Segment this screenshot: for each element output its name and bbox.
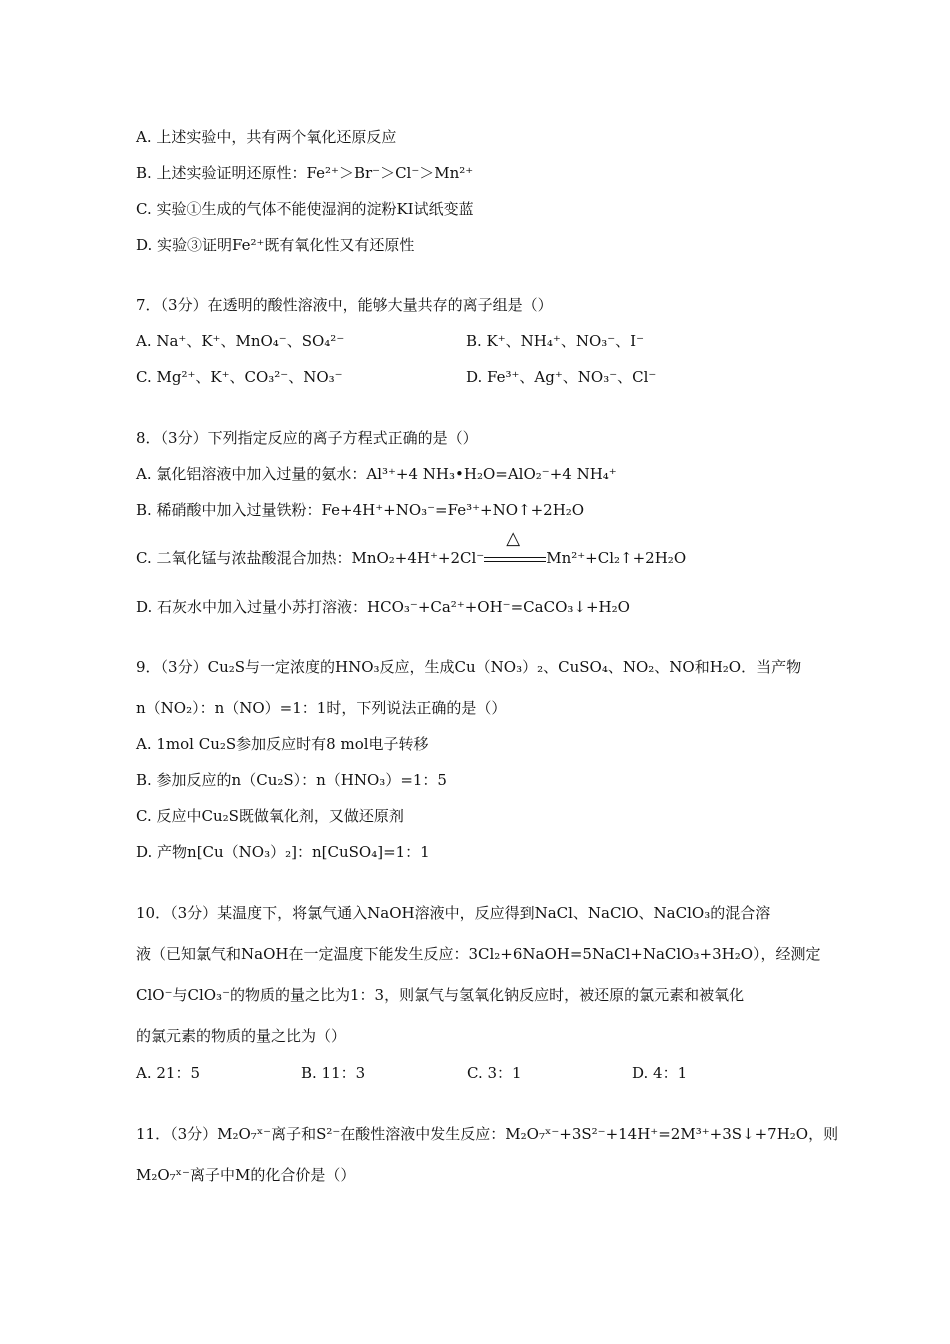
q6-option-c: C. 实验①生成的气体不能使湿润的淀粉KI试纸变蓝 <box>136 200 474 218</box>
q11-stem-line1: 11．（3分）M₂O₇ˣ⁻离子和S²⁻在酸性溶液中发生反应：M₂O₇ˣ⁻+3S²⁻+14H⁺=2M³⁺+3S↓+7H₂O，则 <box>136 1125 839 1143</box>
q10-stem-line3: ClO⁻与ClO₃⁻的物质的量之比为1：3，则氯气与氢氧化钠反应时，被还原的氯元素和被氧化 <box>136 986 745 1004</box>
q7-option-c: C. Mg²⁺、K⁺、CO₃²⁻、NO₃⁻ <box>136 368 343 386</box>
q8-stem: 8．（3分）下列指定反应的离子方程式正确的是（） <box>136 429 478 447</box>
q9-option-d: D. 产物n[Cu（NO₃）₂]：n[CuSO₄]=1：1 <box>136 843 430 861</box>
q10-stem-line2: 液（已知氯气和NaOH在一定温度下能发生反应：3Cl₂+6NaOH=5NaCl+NaClO₃+3H₂O），经测定 <box>136 945 821 963</box>
q8-option-a: A. 氯化铝溶液中加入过量的氨水：Al³⁺+4 NH₃•H₂O=AlO₂⁻+4 NH₄⁺ <box>136 465 617 483</box>
q10-option-d: D. 4：1 <box>632 1064 688 1082</box>
q9-option-b: B. 参加反应的n（Cu₂S）：n（HNO₃）=1：5 <box>136 771 447 789</box>
q8-option-c-left: C. 二氧化锰与浓盐酸混合加热：MnO₂+4H⁺+2Cl⁻ <box>136 549 485 567</box>
reaction-heat-arrow <box>484 528 546 569</box>
q9-option-c: C. 反应中Cu₂S既做氧化剂，又做还原剂 <box>136 807 404 825</box>
q8-option-c <box>136 528 687 569</box>
q10-option-a: A. 21：5 <box>136 1064 200 1082</box>
q7-option-a: A. Na⁺、K⁺、MnO₄⁻、SO₄²⁻ <box>136 332 345 350</box>
q6-option-a: A. 上述实验中，共有两个氧化还原反应 <box>136 128 397 146</box>
q10-option-c: C. 3：1 <box>467 1064 522 1082</box>
q7-stem: 7．（3分）在透明的酸性溶液中，能够大量共存的离子组是（） <box>136 296 553 314</box>
q9-stem-line1: 9．（3分）Cu₂S与一定浓度的HNO₃反应，生成Cu（NO₃）₂、CuSO₄、NO₂、NO和H₂O．当产物 <box>136 658 802 676</box>
q8-option-d: D. 石灰水中加入过量小苏打溶液：HCO₃⁻+Ca²⁺+OH⁻=CaCO₃↓+H₂O <box>136 598 630 616</box>
q9-stem-line2: n（NO₂）：n（NO）=1：1时，下列说法正确的是（） <box>136 699 507 717</box>
q9-option-a: A. 1mol Cu₂S参加反应时有8 mol电子转移 <box>136 735 429 753</box>
q10-stem-line4: 的氯元素的物质的量之比为（） <box>136 1027 347 1045</box>
q6-option-d: D. 实验③证明Fe²⁺既有氧化性又有还原性 <box>136 236 415 254</box>
q10-option-b: B. 11：3 <box>301 1064 366 1082</box>
q8-option-c-right: Mn²⁺+Cl₂↑+2H₂O <box>546 549 687 567</box>
q7-option-b: B. K⁺、NH₄⁺、NO₃⁻、I⁻ <box>466 332 645 350</box>
q10-stem-line1: 10．（3分）某温度下，将氯气通入NaOH溶液中，反应得到NaCl、NaClO、NaClO₃的混合溶 <box>136 904 771 922</box>
heat-delta-symbol: △ <box>506 528 521 549</box>
q6-option-b: B. 上述实验证明还原性：Fe²⁺＞Br⁻＞Cl⁻＞Mn²⁺ <box>136 164 474 182</box>
q11-stem-line2: M₂O₇ˣ⁻离子中M的化合价是（） <box>136 1166 356 1184</box>
q7-option-d: D. Fe³⁺、Ag⁺、NO₃⁻、Cl⁻ <box>466 368 657 386</box>
q8-option-b: B. 稀硝酸中加入过量铁粉：Fe+4H⁺+NO₃⁻=Fe³⁺+NO↑+2H₂O <box>136 501 585 519</box>
